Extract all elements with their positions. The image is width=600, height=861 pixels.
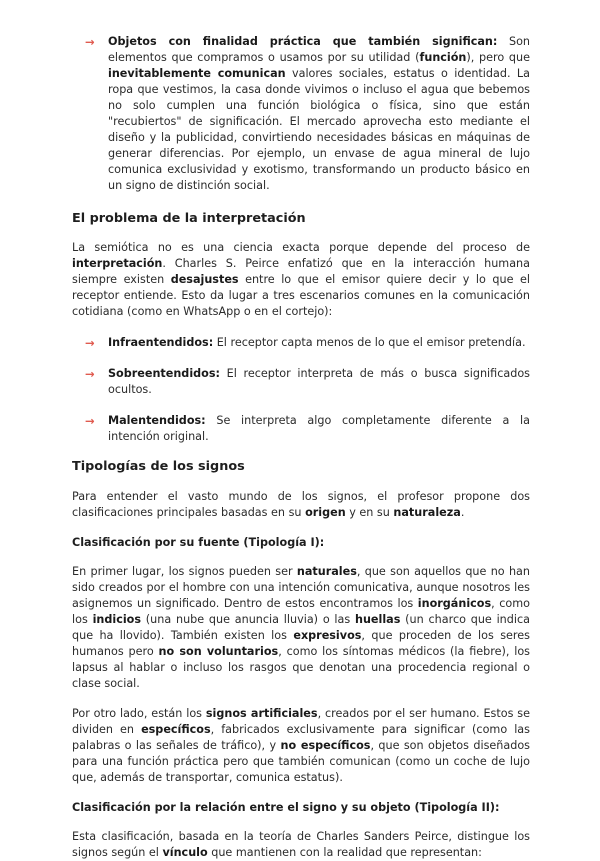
paragraph-interpretacion: La semiótica no es una ciencia exacta porque depende del proceso de interpretación. Charles S. Peirce enfatizó que en la interacción humana siempre existen desajustes entre lo que el emisor quiere decir y lo que el receptor entiende. Esto da lugar a tres escenarios comunes en la comunicación cotidiana (como en WhatsApp o en el cortejo): (72, 241, 530, 318)
arrow-bullet-icon: → (85, 367, 95, 381)
paragraph-tipologias: Para entender el vasto mundo de los signos, el profesor propone dos clasificaciones principales basadas en su origen y en su naturaleza. (72, 490, 530, 519)
heading-interpretacion: El problema de la interpretación (72, 211, 306, 226)
bullet-term: Objetos con finalidad práctica que también significan: (108, 35, 498, 48)
bullet-infraentendidos: → Infraentendidos: El receptor capta menos de lo que el emisor pretendía. (85, 336, 526, 350)
bullet-objetos-practicos: → Objetos con finalidad práctica que también significan: Son elementos que compramos o usamos por su utilidad (función), pero que inevitablemente comunican valores sociales, estatus o identidad. La ropa que vestimos, la casa donde vivimos o incluso el agua que bebemos no solo cumplen una función biológica o física, sino que están "recubiertos" de significación. El mercado aprovecha esto mediante el diseño y la publicidad, convirtiendo necesidades básicas en máquinas de generar diferencias. Por ejemplo, un envase de agua mineral de lujo comunica exclusividad y exotismo, transformando un producto básico en un signo de distinción social. (85, 35, 531, 192)
heading-tipologias: Tipologías de los signos (72, 459, 245, 474)
paragraph-naturales: En primer lugar, los signos pueden ser naturales, que son aquellos que no han sido creados por el hombre con una intención comunicativa, aunque nosotros les asignemos un significado. Dentro de estos encontramos los inorgánicos, como los indicios (una nube que anuncia lluvia) o las huellas (un charco que indica que ha llovido). También existen los expresivos, que proceden de los seres humanos pero no son voluntarios, como los síntomas médicos (la fiebre), los lapsus al hablar o incluso los rasgos que denotan una procedencia regional o clase social. (72, 565, 531, 690)
paragraph-artificiales: Por otro lado, están los signos artificiales, creados por el ser humano. Estos se dividen en específicos, fabricados exclusivamente para significar (como las palabras o las señales de tráfico), y no específicos, que son objetos diseñados para una función práctica pero que también comunican (como un coche de lujo que, además de transportar, comunica estatus). (72, 707, 531, 784)
arrow-bullet-icon: → (85, 35, 95, 49)
bullet-term: Sobreentendidos: (108, 367, 220, 380)
document-page (72, 34, 530, 861)
heading-fuente: Clasificación por su fuente (Tipología I): (72, 536, 325, 549)
bullet-malentendidos: → Malentendidos: Se interpreta algo completamente diferente a la intención original. (85, 414, 530, 443)
paragraph-relacion: Esta clasificación, basada en la teoría de Charles Sanders Peirce, distingue los signos según el vínculo que mantienen con la realidad que representan: (72, 830, 530, 859)
bullet-term: Malentendidos: (108, 414, 206, 427)
bullet-sobreentendidos: → Sobreentendidos: El receptor interpreta de más o busca significados ocultos. (85, 367, 530, 396)
heading-relacion: Clasificación por la relación entre el signo y su objeto (Tipología II): (72, 801, 500, 814)
arrow-bullet-icon: → (85, 414, 95, 428)
arrow-bullet-icon: → (85, 336, 95, 350)
bullet-term: Infraentendidos: (108, 336, 214, 349)
